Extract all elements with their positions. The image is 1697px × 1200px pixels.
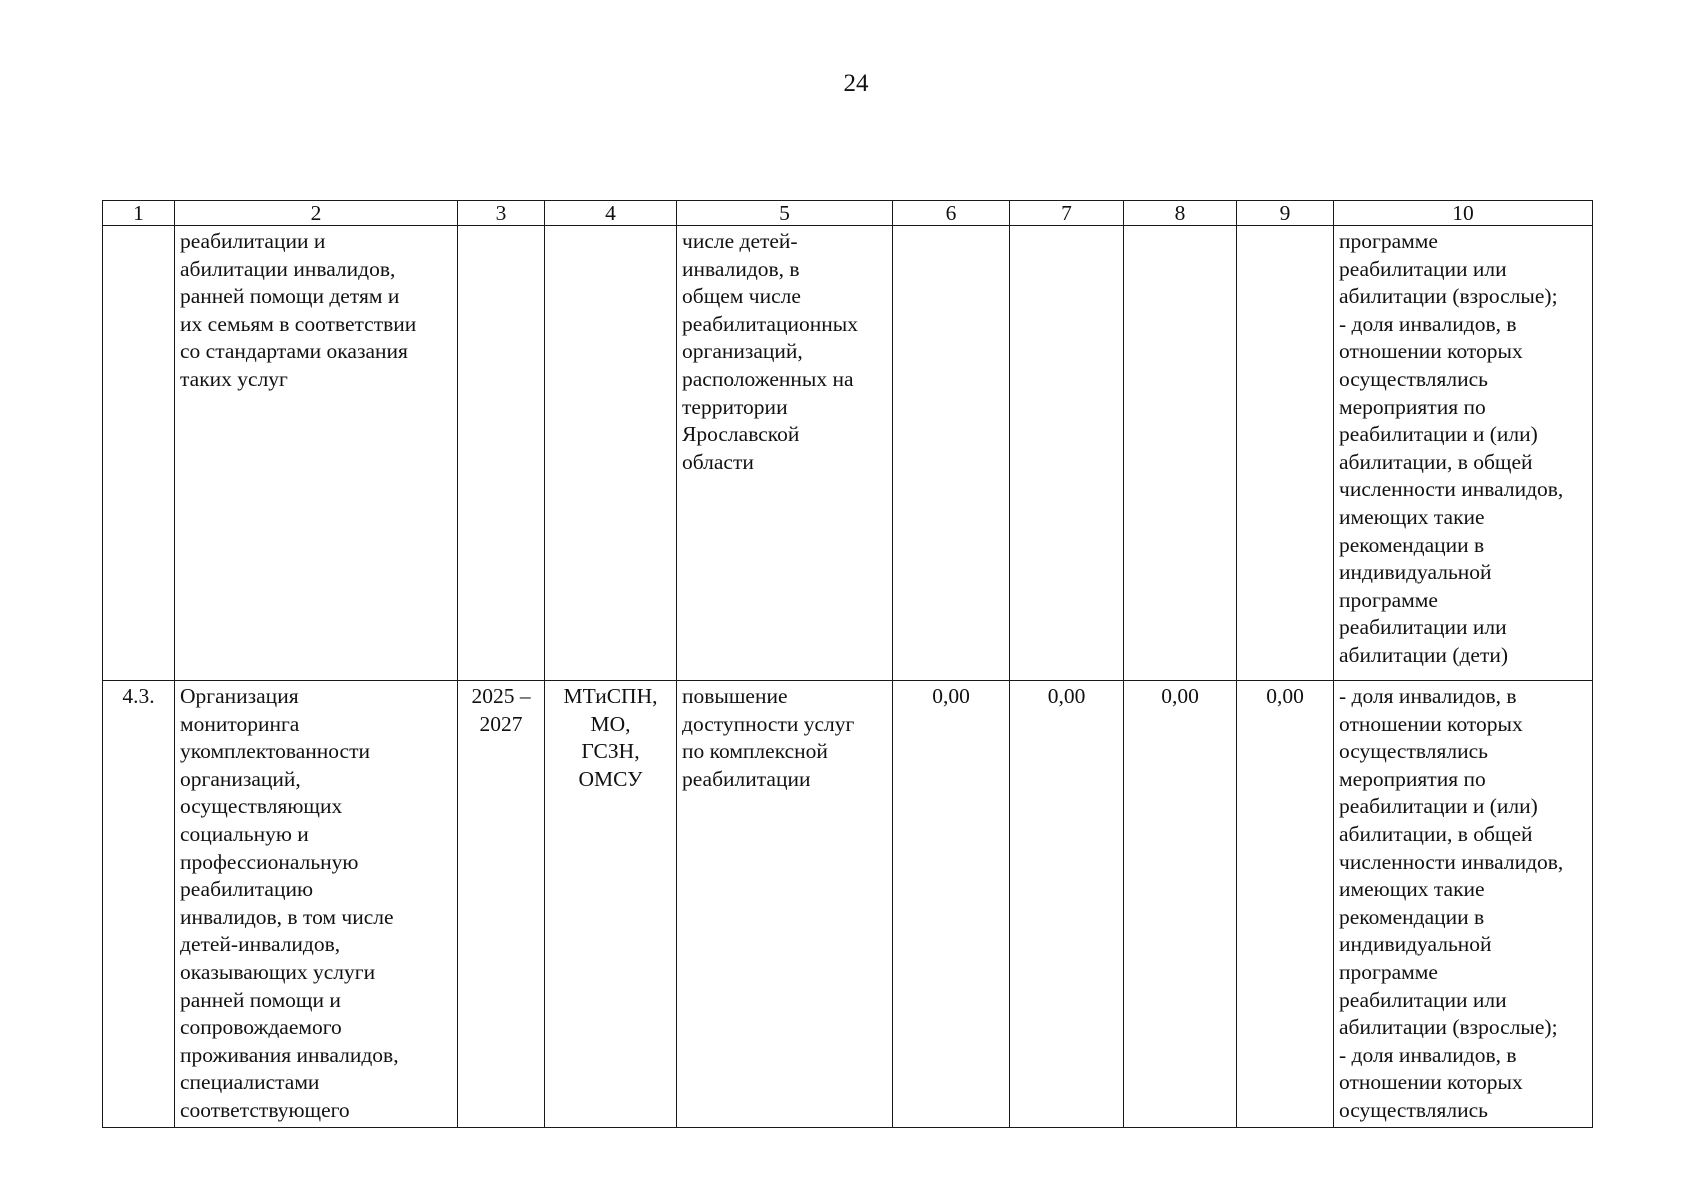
column-header: 5 — [677, 201, 893, 226]
measure-name-cell: Организация мониторинга укомплектованности организаций, осуществляющих социальную и профессиональную реабилитацию инвалидов, в том числе детей-инвалидов, оказывающих услуги ранней помощи и сопровождаемого проживания инвалидов, специалистами соответствующего — [175, 681, 458, 1128]
column-header: 2 — [175, 201, 458, 226]
table-row — [103, 226, 1593, 681]
measure-name-cell: реабилитации и абилитации инвалидов, ранней помощи детям и их семьям в соответствии со стандартами оказания таких услуг — [175, 226, 458, 681]
value-cell — [893, 226, 1010, 681]
value-cell — [1124, 226, 1237, 681]
row-number-cell — [103, 226, 175, 681]
years-cell: 2025 – 2027 — [458, 681, 545, 1128]
column-header: 3 — [458, 201, 545, 226]
column-header: 10 — [1334, 201, 1593, 226]
column-header: 9 — [1237, 201, 1334, 226]
indicators-cell: программе реабилитации или абилитации (взрослые); - доля инвалидов, в отношении которых осуществлялись мероприятия по реабилитации и (или) абилитации, в общей численности инвалидов, имеющих такие рекомендации в индивидуальной программе реабилитации или абилитации (дети) — [1334, 226, 1593, 681]
column-header: 4 — [545, 201, 677, 226]
indicators-cell: - доля инвалидов, в отношении которых осуществлялись мероприятия по реабилитации и (или) абилитации, в общей численности инвалидов, имеющих такие рекомендации в индивидуальной программе реабилитации или абилитации (взрослые); - доля инвалидов, в отношении которых осуществлялись — [1334, 681, 1593, 1128]
table-header-row — [103, 201, 1593, 226]
value-cell: 0,00 — [1124, 681, 1237, 1128]
years-cell — [458, 226, 545, 681]
row-number-cell: 4.3. — [103, 681, 175, 1128]
column-header: 8 — [1124, 201, 1237, 226]
value-cell — [1237, 226, 1334, 681]
measures-table — [102, 200, 1593, 1128]
page-number: 24 — [843, 70, 869, 97]
table-row — [103, 681, 1593, 1128]
column-header: 7 — [1010, 201, 1124, 226]
executors-cell — [545, 226, 677, 681]
expected-result-cell: числе детей- инвалидов, в общем числе реабилитационных организаций, расположенных на территории Ярославской области — [677, 226, 893, 681]
value-cell: 0,00 — [893, 681, 1010, 1128]
column-header: 1 — [103, 201, 175, 226]
value-cell: 0,00 — [1010, 681, 1124, 1128]
value-cell — [1010, 226, 1124, 681]
executors-cell: МТиСПН, МО, ГСЗН, ОМСУ — [545, 681, 677, 1128]
expected-result-cell: повышение доступности услуг по комплексной реабилитации — [677, 681, 893, 1128]
column-header: 6 — [893, 201, 1010, 226]
value-cell: 0,00 — [1237, 681, 1334, 1128]
